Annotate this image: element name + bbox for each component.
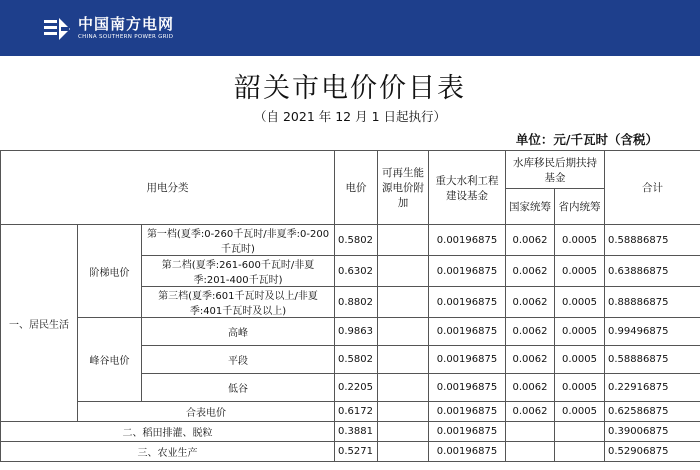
row-name: 三、农业生产 [1,442,335,462]
cell-provincial: 0.0005 [555,402,605,422]
header-national: 国家统筹 [506,189,555,225]
row-name: 二、稻田排灌、脱粒 [1,422,335,442]
cell-total: 0.63886875 [605,256,700,287]
row-name: 第三档(夏季:601千瓦时及以上/非夏季:401千瓦时及以上) [142,287,335,318]
logo-en-text: CHINA SOUTHERN POWER GRID [78,34,174,40]
cell-price: 0.5802 [335,225,378,256]
cell-national [506,422,555,442]
cell-national: 0.0062 [506,402,555,422]
cell-national: 0.0062 [506,287,555,318]
csg-emblem-icon [42,14,72,44]
tiered-label: 阶梯电价 [78,225,142,318]
cell-price: 0.8802 [335,287,378,318]
cell-renewable [378,374,429,402]
header-renewable: 可再生能源电价附加 [378,151,429,225]
cell-national: 0.0062 [506,318,555,346]
cell-renewable [378,442,429,462]
header-row [1,151,700,189]
cell-provincial: 0.0005 [555,318,605,346]
row-name: 平段 [142,346,335,374]
table-row [1,422,700,442]
cell-national: 0.0062 [506,225,555,256]
price-table [0,150,700,462]
row-name: 低谷 [142,374,335,402]
row-name: 第二档(夏季:261-600千瓦时/非夏季:201-400千瓦时) [142,256,335,287]
header-provincial: 省内统筹 [555,189,605,225]
cell-total: 0.22916875 [605,374,700,402]
row-name: 第一档(夏季:0-260千瓦时/非夏季:0-200千瓦时) [142,225,335,256]
cell-renewable [378,287,429,318]
cell-total: 0.39006875 [605,422,700,442]
unit-label: 单位：元/千瓦时（含税） [515,132,658,147]
cell-provincial: 0.0005 [555,346,605,374]
cell-water: 0.00196875 [429,374,506,402]
row-name: 合表电价 [78,402,335,422]
header-water: 重大水利工程建设基金 [429,151,506,225]
cell-renewable [378,318,429,346]
cell-water: 0.00196875 [429,346,506,374]
cell-total: 0.58886875 [605,346,700,374]
csg-logo [42,12,174,46]
table-row [1,318,700,346]
cell-renewable [378,422,429,442]
header-total: 合计 [605,151,700,225]
page-subtitle: （自 2021 年 12 月 1 日起执行） [253,109,446,124]
cell-price: 0.9863 [335,318,378,346]
table-row [1,442,700,462]
residential-label: 一、居民生活 [1,225,78,422]
cell-provincial [555,442,605,462]
cell-price: 0.3881 [335,422,378,442]
header-reservoir: 水库移民后期扶持基金 [506,151,605,189]
cell-provincial: 0.0005 [555,287,605,318]
cell-water: 0.00196875 [429,422,506,442]
top-banner [0,0,700,56]
cell-price: 0.2205 [335,374,378,402]
cell-price: 0.5802 [335,346,378,374]
table-row [1,225,700,256]
cell-provincial [555,422,605,442]
cell-water: 0.00196875 [429,402,506,422]
header-price: 电价 [335,151,378,225]
cell-price: 0.6172 [335,402,378,422]
row-name: 高峰 [142,318,335,346]
tou-label: 峰谷电价 [78,318,142,402]
cell-renewable [378,346,429,374]
cell-water: 0.00196875 [429,318,506,346]
cell-water: 0.00196875 [429,225,506,256]
cell-national [506,442,555,462]
cell-price: 0.5271 [335,442,378,462]
cell-provincial: 0.0005 [555,225,605,256]
page-title: 韶关市电价价目表 [234,73,466,104]
cell-renewable [378,225,429,256]
logo-cn-text: 中国南方电网 [78,15,175,33]
cell-water: 0.00196875 [429,256,506,287]
table-row [1,402,700,422]
cell-water: 0.00196875 [429,287,506,318]
cell-national: 0.0062 [506,346,555,374]
cell-provincial: 0.0005 [555,374,605,402]
cell-renewable [378,402,429,422]
cell-total: 0.99496875 [605,318,700,346]
cell-national: 0.0062 [506,374,555,402]
cell-provincial: 0.0005 [555,256,605,287]
cell-total: 0.88886875 [605,287,700,318]
cell-national: 0.0062 [506,256,555,287]
cell-water: 0.00196875 [429,442,506,462]
cell-total: 0.58886875 [605,225,700,256]
header-category: 用电分类 [1,151,335,225]
cell-total: 0.62586875 [605,402,700,422]
cell-price: 0.6302 [335,256,378,287]
cell-renewable [378,256,429,287]
cell-total: 0.52906875 [605,442,700,462]
